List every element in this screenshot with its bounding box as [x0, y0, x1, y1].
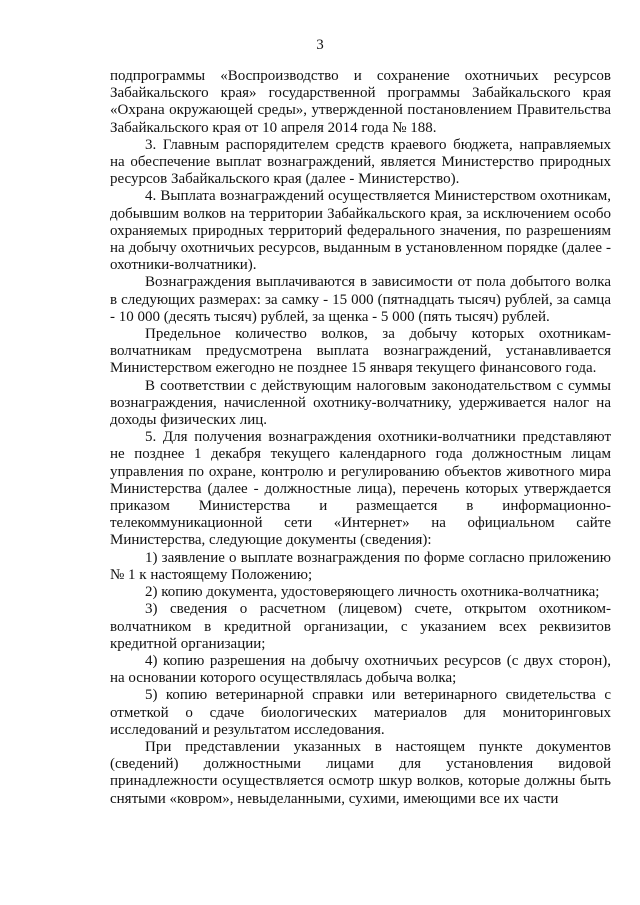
list-item: 4) копию разрешения на добычу охотничьих ресурсов (с двух сторон), на основании которого осуществлялась добыча волка;	[110, 652, 611, 687]
paragraph: Предельное количество волков, за добычу которых охотникам-волчатникам предусмотрена выплата вознаграждений, устанавливается Министерством ежегодно не позднее 15 января текущего финансового года.	[110, 326, 611, 377]
list-item: 2) копию документа, удостоверяющего личность охотника-волчатника;	[145, 584, 600, 601]
page-number: 3	[316, 37, 324, 53]
list-item: 3) сведения о расчетном (лицевом) счете, открытом охотником-волчатником в кредитной организации, с указанием всех реквизитов кредитной организации;	[110, 601, 611, 652]
paragraph: 3. Главным распорядителем средств краевого бюджета, направляемых на обеспечение выплат вознаграждений, является Министерство природных ресурсов Забайкальского края (далее - Министерство).	[110, 136, 611, 188]
paragraph: Вознаграждения выплачиваются в зависимости от пола добытого волка в следующих размерах: за самку - 15 000 (пятнадцать тысяч) рублей, за самца - 10 000 (десять тысяч) рублей, за щенка - 5 000 (пять тысяч) рублей.	[110, 274, 611, 325]
paragraph: При представлении указанных в настоящем пункте документов (сведений) должностными лицами для установления видовой принадлежности осуществляется осмотр шкур волков, которые должны быть снятыми «ковром», невыделанными, сухими, имеющими все их части	[110, 738, 611, 807]
list-item: 5) копию ветеринарной справки или ветеринарного свидетельства с отметкой о сдаче биологических материалов для мониторинговых исследований и результатом исследования.	[110, 687, 611, 738]
document-body	[110, 68, 611, 808]
list-item: 1) заявление о выплате вознаграждения по форме согласно приложению № 1 к настоящему Положению;	[110, 549, 611, 583]
paragraph: В соответствии с действующим налоговым законодательством с суммы вознаграждения, начисленной охотнику-волчатнику, удерживается налог на доходы физических лиц.	[110, 377, 611, 429]
paragraph: 5. Для получения вознаграждения охотники-волчатники представляют не позднее 1 декабря текущего календарного года должностным лицам управления по охране, контролю и регулированию объектов животного мира Министерства (далее - должностные лица), перечень которых утверждается приказом Министерства и размещается в информационно-телекоммуникационной сети «Интернет» на официальном сайте Министерства, следующие документы (сведения):	[110, 429, 611, 549]
paragraph: подпрограммы «Воспроизводство и сохранение охотничьих ресурсов Забайкальского края» государственной программы Забайкальского края «Охрана окружающей среды», утвержденной постановлением Правительства Забайкальского края от 10 апреля 2014 года № 188.	[110, 68, 611, 136]
paragraph: 4. Выплата вознаграждений осуществляется Министерством охотникам, добывшим волков на территории Забайкальского края, за исключением особо охраняемых природных территорий федерального значения, по разрешениям на добычу охотничьих ресурсов, выданным в установленном порядке (далее - охотники-волчатники).	[110, 188, 611, 274]
